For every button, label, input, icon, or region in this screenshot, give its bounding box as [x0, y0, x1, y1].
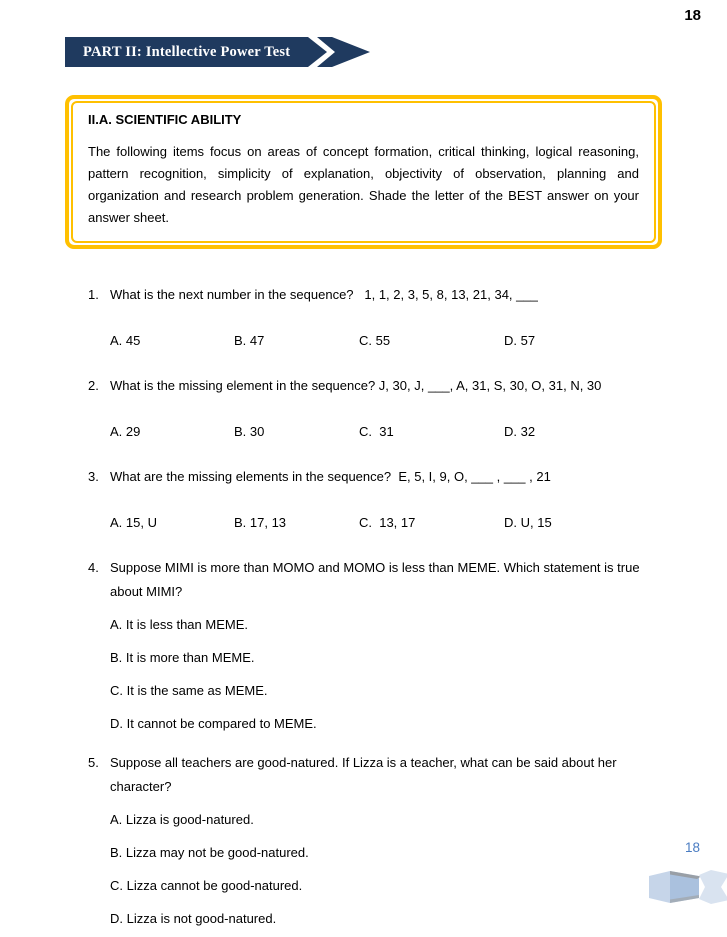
option: C. 55 [359, 333, 391, 348]
question-options [110, 613, 645, 736]
option: D. 32 [504, 424, 536, 439]
question-number: 4. [88, 560, 99, 575]
question-text: What is the missing element in the sequence? J, 30, J, ___, A, 31, S, 30, O, 31, N, 30 [110, 378, 602, 393]
question-text: Suppose MIMI is more than MOMO and MOMO is less than MEME. Which statement is true about MIMI? [110, 560, 644, 599]
question-options [110, 808, 645, 931]
option: B. Lizza may not be good-natured. [110, 845, 309, 860]
question-options [110, 329, 645, 353]
page-number-bottom: 18 [684, 840, 700, 855]
option: C. It is the same as MEME. [110, 683, 268, 698]
banner-title: PART II: Intellective Power Test [83, 43, 291, 60]
question-text: What is the next number in the sequence? 1, 1, 2, 3, 5, 8, 13, 21, 34, ___ [110, 287, 538, 302]
option: A. 15, U [110, 515, 157, 530]
option: C. 31 [359, 424, 394, 439]
question-item [88, 283, 645, 353]
option: B. 47 [234, 333, 265, 348]
section-instructions: The following items focus on areas of concept formation, critical thinking, logical reasoning, pattern recognition, simplicity of explanation, objectivity of observation, planning and organization and research problem generation. Shade the letter of the BEST answer on your answer sheet. [88, 144, 639, 225]
question-text: What are the missing elements in the sequence? E, 5, I, 9, O, ___ , ___ , 21 [110, 469, 551, 484]
option: B. It is more than MEME. [110, 650, 255, 665]
question-item [88, 751, 645, 931]
section-heading: II.A. SCIENTIFIC ABILITY [88, 112, 242, 127]
option: D. Lizza is not good-natured. [110, 911, 277, 926]
question-number: 3. [88, 469, 99, 484]
option: A. Lizza is good-natured. [110, 812, 254, 827]
part-banner [65, 37, 375, 67]
option: C. 13, 17 [359, 515, 416, 530]
option: D. 57 [504, 333, 536, 348]
question-item [88, 374, 645, 444]
option: C. Lizza cannot be good-natured. [110, 878, 303, 893]
question-options [110, 511, 645, 535]
question-number: 2. [88, 378, 99, 393]
option: B. 17, 13 [234, 515, 287, 530]
option: A. It is less than MEME. [110, 617, 248, 632]
option: D. It cannot be compared to MEME. [110, 716, 317, 731]
ribbon-arrow-icon [649, 867, 727, 907]
question-item [88, 465, 645, 535]
page-number-top: 18 [684, 7, 701, 24]
option: B. 30 [234, 424, 265, 439]
questions-list [88, 283, 645, 931]
question-text: Suppose all teachers are good-natured. If Lizza is a teacher, what can be said about her character? [110, 755, 621, 794]
question-item [88, 556, 645, 736]
option: D. U, 15 [504, 515, 552, 530]
instruction-box [65, 95, 662, 249]
question-number: 5. [88, 755, 99, 770]
question-number: 1. [88, 287, 99, 302]
option: A. 29 [110, 424, 141, 439]
question-options [110, 420, 645, 444]
instruction-box-inner [71, 101, 656, 243]
option: A. 45 [110, 333, 141, 348]
